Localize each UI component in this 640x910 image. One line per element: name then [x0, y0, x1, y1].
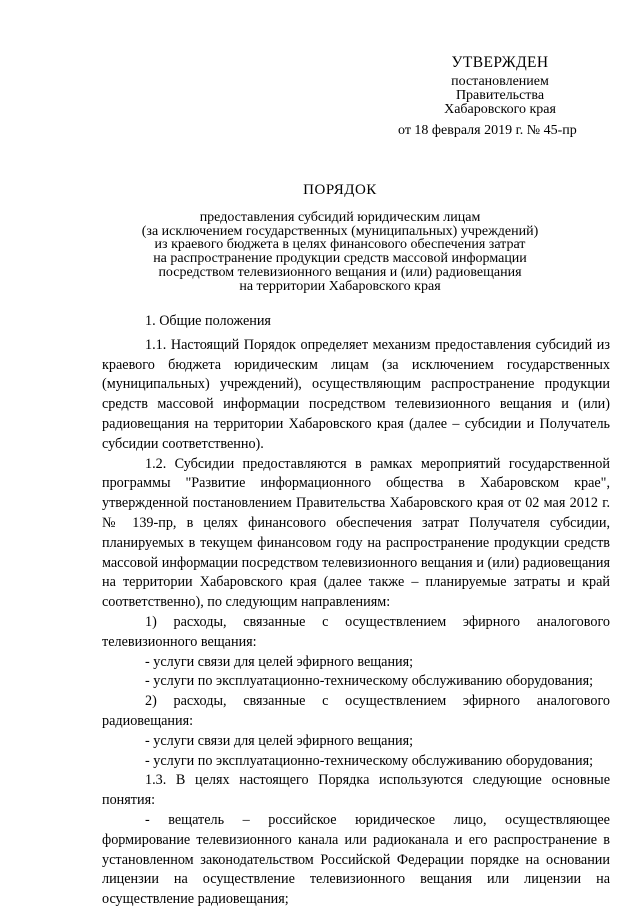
- list-item: - услуги связи для целей эфирного вещания;: [145, 732, 414, 749]
- list-item: 2) расходы, связанные с осуществлением эфирного аналогового радиовещания:: [102, 693, 610, 729]
- subtitle-line: посредством телевизионного вещания и (или) радиовещания: [158, 264, 522, 280]
- document-title: ПОРЯДОК: [303, 182, 377, 198]
- list-item: 1) расходы, связанные с осуществлением эфирного аналогового телевизионного вещания:: [102, 613, 610, 650]
- paragraph: 1.3. В целях настоящего Порядка используются следующие основные понятия:: [102, 772, 610, 809]
- approval-line: постановлением: [451, 74, 549, 89]
- list-item: - услуги по эксплуатационно-техническому обслуживанию оборудования;: [145, 752, 594, 769]
- approval-line: Хабаровского края: [444, 102, 556, 117]
- subtitle-line: на распространение продукции средств массовой информации: [153, 251, 527, 267]
- approval-stamp: [400, 56, 600, 138]
- document-subtitle: [60, 211, 620, 293]
- approval-line: Правительства: [455, 88, 545, 103]
- paragraph: 1.2. Субсидии предоставляются в рамках мероприятий государственной программы "Развитие информационного общества в Хабаровском крае", утвержденной постановлением Правительства Хабаровского края от 02 мая 2012 г. № 139-пр, в целях финансового обеспечения затрат Получателя субсидии, планируемых в текущем финансовом году на распространение продукции средств массовой информации посредством телевизионного вещания и (или) радиовещания на территории Хабаровского края (далее также – планируемые затраты и край соответственно), по следующим направлениям:: [102, 455, 610, 611]
- definition-item: - вещатель – российское юридическое лицо, осуществляющее формирование телевизионного канала или радиоканала и его распространение в установленном законодательством Российской Федерации порядке на основании лицензии на осуществление телевизионного вещания или лицензии на осуществление радиовещания;: [102, 811, 610, 908]
- subtitle-line: на территории Хабаровского края: [239, 278, 441, 294]
- document-body: [102, 312, 610, 910]
- subtitle-line: (за исключением государственных (муниципальных) учреждений): [141, 223, 539, 239]
- section-heading: 1. Общие положения: [145, 313, 271, 329]
- list-item: - услуги по эксплуатационно-техническому обслуживанию оборудования;: [145, 673, 594, 690]
- subtitle-line: предоставления субсидий юридическим лицам: [199, 210, 481, 225]
- approval-date: от 18 февраля 2019 г. № 45-пр: [398, 123, 577, 138]
- approved-label: УТВЕРЖДЕН: [451, 54, 549, 71]
- paragraph: 1.1. Настоящий Порядок определяет механизм предоставления субсидий из краевого бюджета юридическим лицам (за исключением государственных (муниципальных) учреждений), осуществляющим распространение продукции средств массовой информации посредством телевизионного вещания и (или) радиовещания на территории Хабаровского края (далее – субсидии и Получатель субсидии соответственно).: [102, 336, 610, 452]
- list-item: - услуги связи для целей эфирного вещания;: [145, 653, 414, 670]
- subtitle-line: из краевого бюджета в целях финансового обеспечения затрат: [154, 237, 526, 253]
